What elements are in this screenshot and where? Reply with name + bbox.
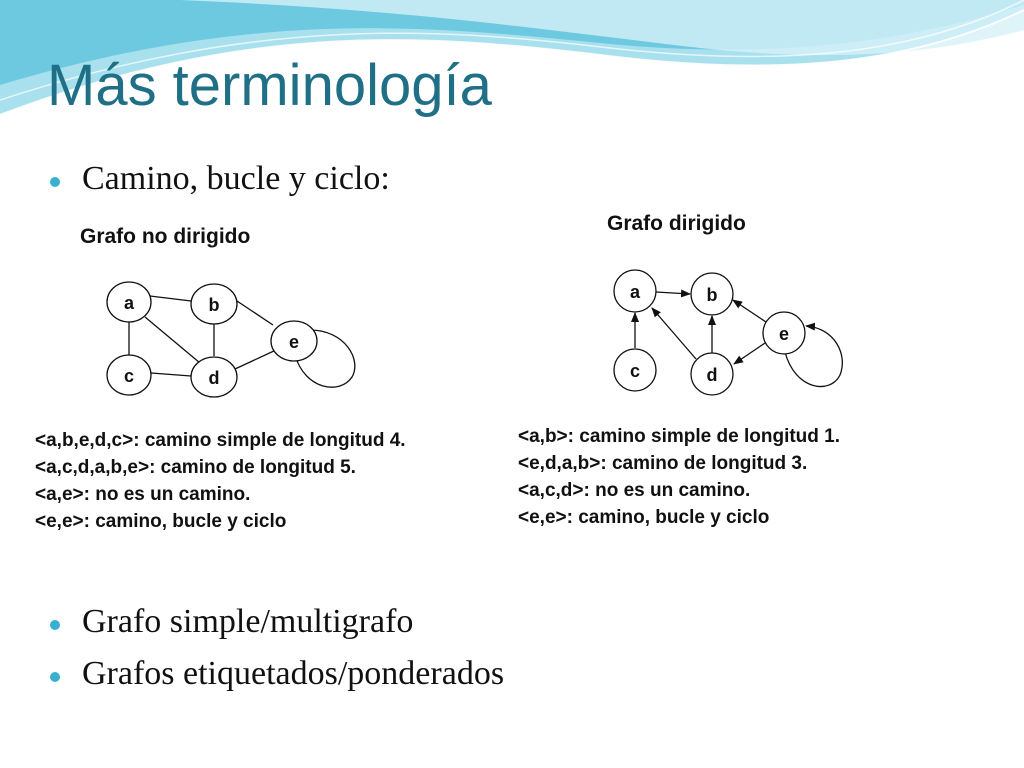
- bullet-text: Camino, bucle y ciclo:: [82, 160, 390, 197]
- arc-e-d: [734, 343, 765, 364]
- node-e-label: e: [288, 332, 300, 352]
- dnode-d-label: d: [706, 365, 718, 385]
- undirected-example: <a,c,d,a,b,e>: camino de longitud 5.: [35, 457, 356, 478]
- undirected-example: <a,e>: no es un camino.: [35, 484, 251, 505]
- slide-title: Más terminología: [47, 53, 492, 118]
- node-b-label: b: [208, 295, 220, 315]
- directed-examples: [518, 423, 840, 531]
- undirected-example: <a,b,e,d,c>: camino simple de longitud 4.: [35, 430, 406, 451]
- arc-e-b: [733, 300, 766, 322]
- directed-graph-title: Grafo dirigido: [607, 212, 746, 235]
- dnode-a-label: a: [629, 282, 641, 302]
- node-d-label: d: [208, 368, 220, 388]
- directed-example: <e,d,a,b>: camino de longitud 3.: [518, 453, 808, 474]
- bullet-dot-icon: [50, 672, 60, 682]
- bullet-text: Grafos etiquetados/ponderados: [82, 655, 505, 692]
- bullet-dot-icon: [50, 620, 60, 630]
- bullet-text: Grafo simple/multigrafo: [82, 603, 414, 640]
- node-c-label: c: [123, 366, 135, 386]
- undirected-graph-title: Grafo no dirigido: [80, 225, 251, 248]
- dnode-b-label: b: [706, 285, 718, 305]
- directed-example: <a,c,d>: no es un camino.: [518, 480, 751, 501]
- dnode-c-label: c: [629, 361, 641, 381]
- arc-a-b: [656, 292, 690, 294]
- node-a-label: a: [123, 293, 135, 313]
- directed-example: <e,e>: camino, bucle y ciclo: [518, 507, 770, 528]
- undirected-example: <e,e>: camino, bucle y ciclo: [35, 511, 287, 532]
- dnode-e-label: e: [778, 324, 790, 344]
- undirected-examples: [35, 427, 406, 535]
- directed-example: <a,b>: camino simple de longitud 1.: [518, 426, 841, 447]
- arc-d-a: [652, 308, 696, 359]
